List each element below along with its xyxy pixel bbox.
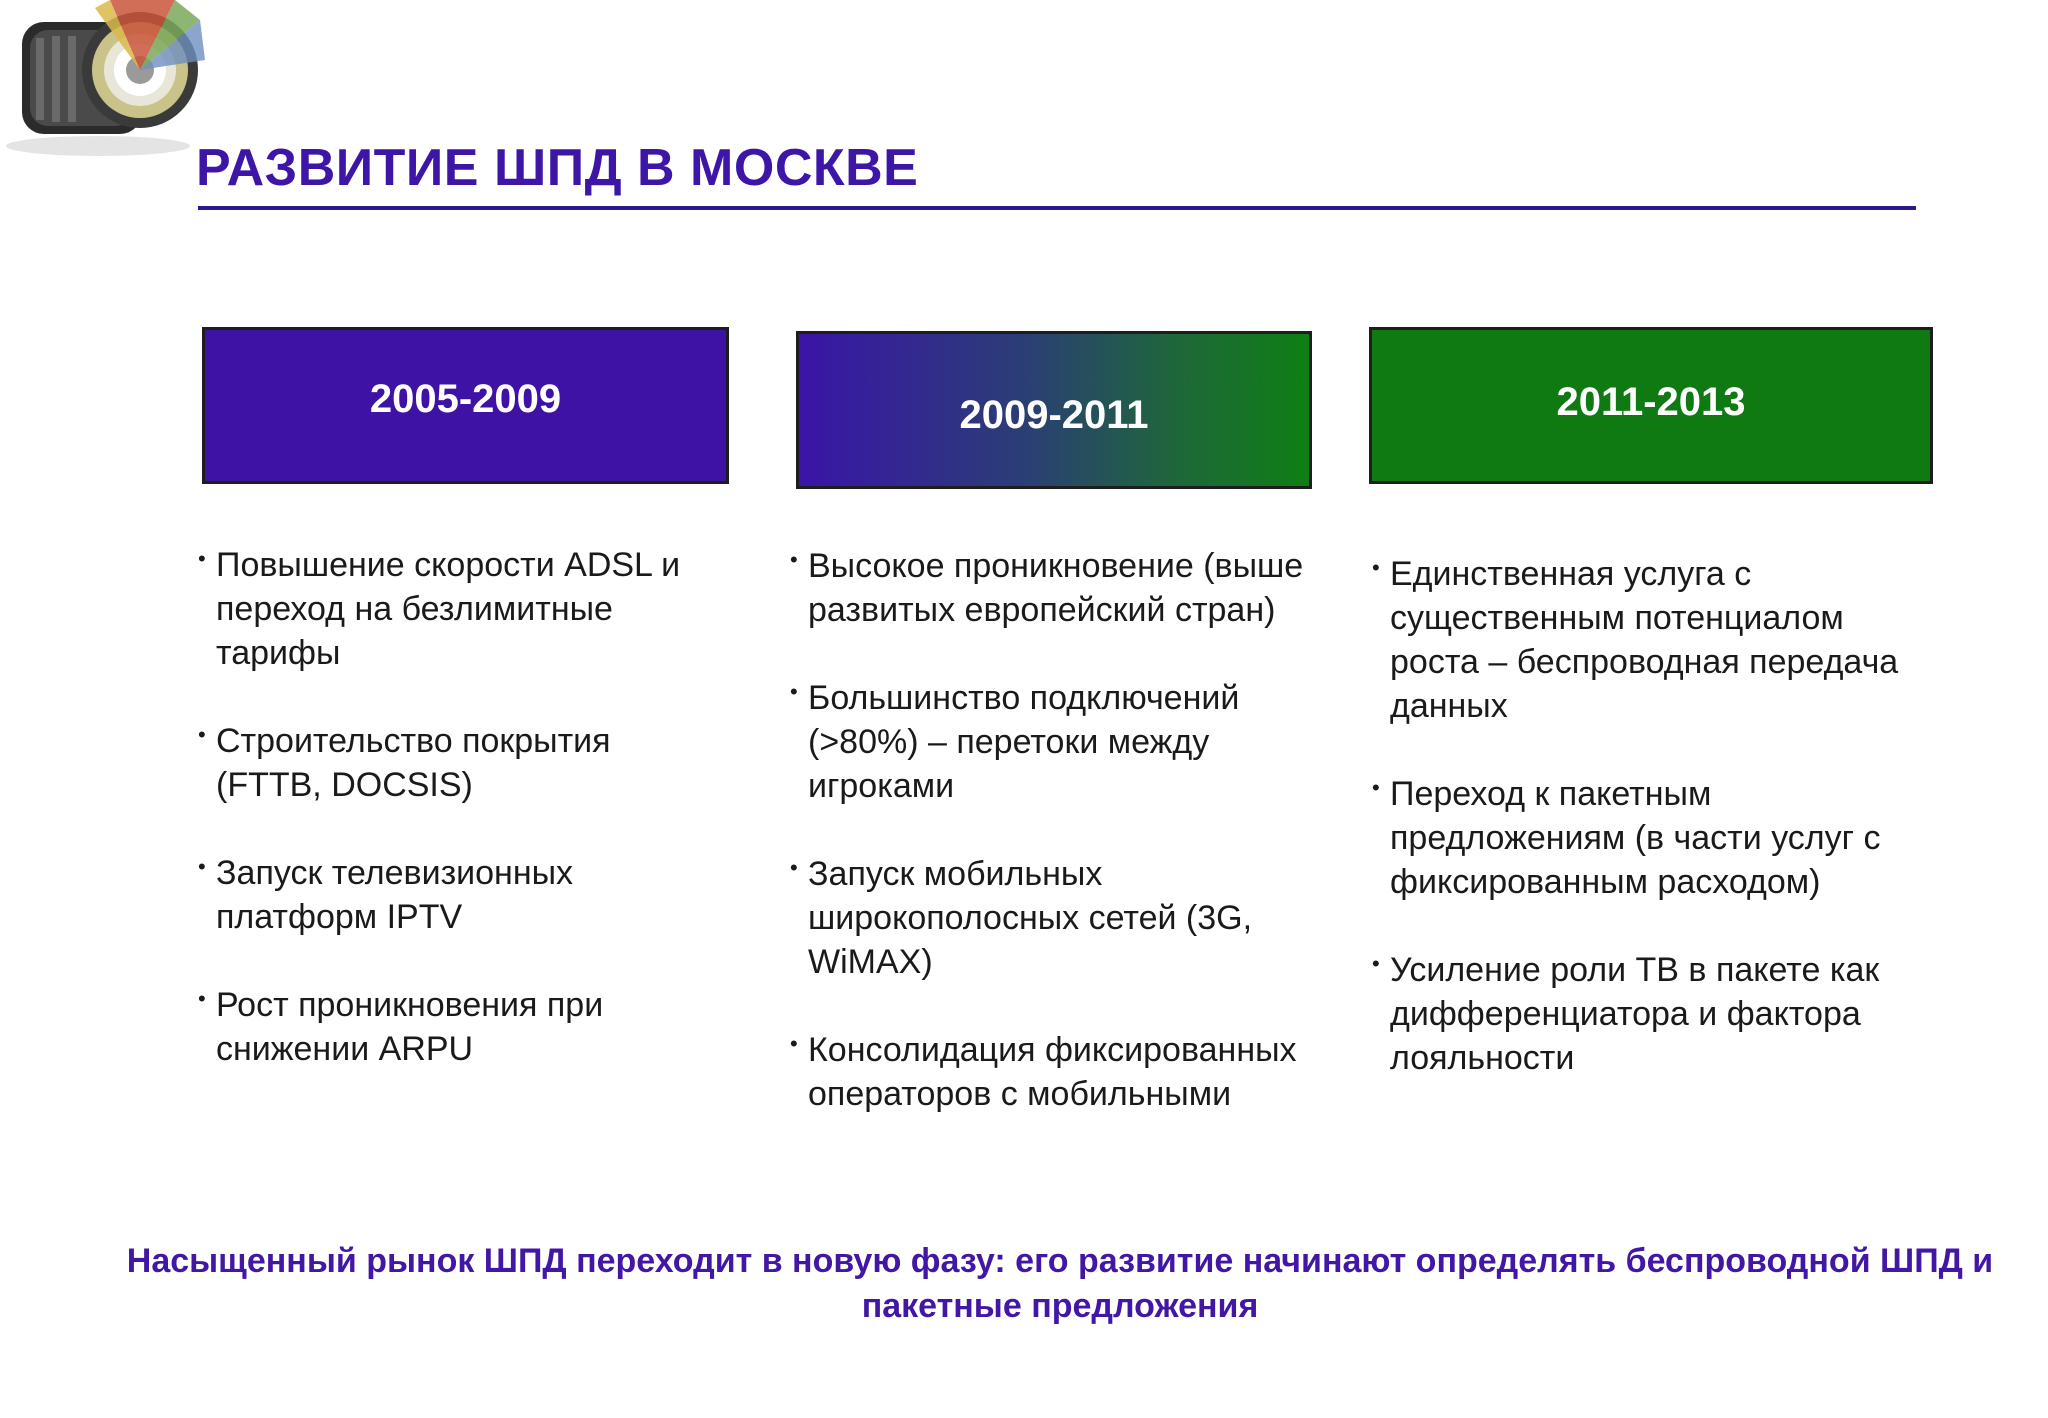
bullet-item: • Рост проникновения при снижении ARPU xyxy=(198,983,718,1071)
bullet-item: • Высокое проникновение (выше развитых европейский стран) xyxy=(790,544,1320,632)
bullet-list-2009-2011 xyxy=(790,544,1320,1160)
bullet-item: • Повышение скорости ADSL и переход на безлимитные тарифы xyxy=(198,543,718,675)
period-header-2011-2013 xyxy=(1369,327,1933,484)
period-label: 2011-2013 xyxy=(1556,380,1746,424)
conclusion-text: Насыщенный рынок ШПД переходит в новую фазу: его развитие начинают определять беспроводной ШПД и пакетные предложения xyxy=(126,1242,1994,1325)
bullet-item: • Усиление роли ТВ в пакете как дифференциатора и фактора лояльности xyxy=(1372,948,1932,1080)
period-label: 2005-2009 xyxy=(369,377,562,421)
period-header-2005-2009 xyxy=(202,327,729,484)
bullet-item: • Единственная услуга с существенным потенциалом роста – беспроводная передача данных xyxy=(1372,552,1932,728)
bullet-item: • Запуск мобильных широкополосных сетей (3G, WiMAX) xyxy=(790,852,1320,984)
bullet-item: • Строительство покрытия (FTTB, DOCSIS) xyxy=(198,719,718,807)
bullet-item: • Консолидация фиксированных операторов с мобильными xyxy=(790,1028,1320,1116)
period-header-2009-2011 xyxy=(796,331,1312,489)
title-divider xyxy=(198,206,1916,210)
bullet-item: • Большинство подключений (>80%) – перетоки между игроками xyxy=(790,676,1320,808)
page-title: РАЗВИТИЕ ШПД В МОСКВЕ xyxy=(196,139,919,197)
period-label: 2009-2011 xyxy=(959,392,1149,437)
bullet-list-2011-2013 xyxy=(1372,552,1932,1124)
bullet-list-2005-2009 xyxy=(198,543,718,1115)
bullet-item: • Переход к пакетным предложениям (в части услуг с фиксированным расходом) xyxy=(1372,772,1932,904)
electric-motor-icon xyxy=(0,0,210,160)
bullet-item: • Запуск телевизионных платформ IPTV xyxy=(198,851,718,939)
